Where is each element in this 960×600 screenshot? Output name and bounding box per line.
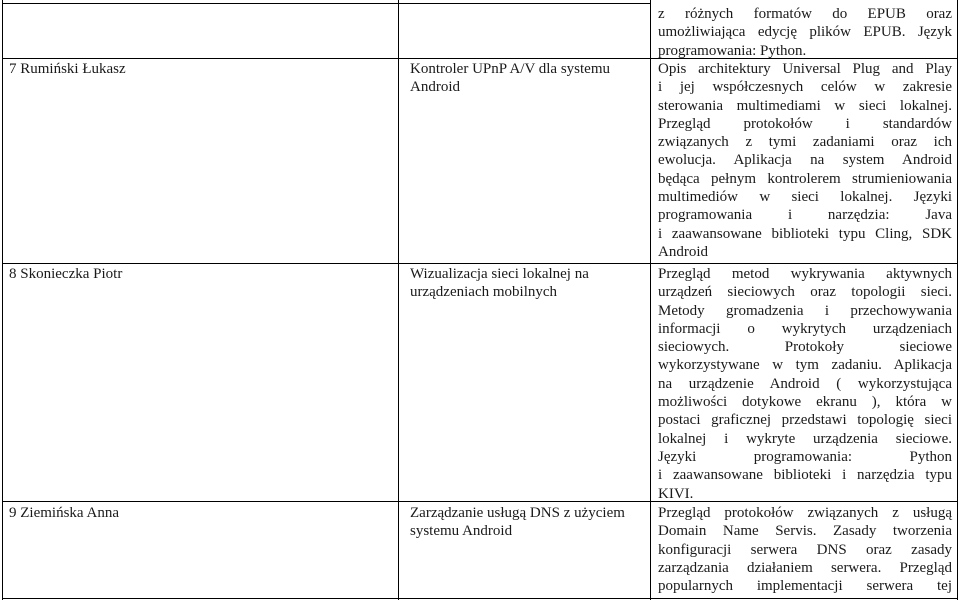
table-border-col2-end [650, 0, 651, 600]
row-8-student: 8 Skonieczka Piotr [9, 266, 123, 282]
row-prev-description: z różnych formatów do EPUB oraz umożliwiająca edycję plików EPUB. Język programowania: Python. [658, 6, 952, 59]
row-divider-4 [2, 598, 957, 599]
row-9-description: Przegląd protokołów związanych z usługą Domain Name Servis. Zasady tworzenia konfiguracji serwera DNS oraz zasady zarządzania działaniem serwera. Przegląd popularnych implementacji serwera tej [658, 505, 952, 595]
table-border-left [2, 0, 3, 600]
table-border-top-left [2, 3, 650, 4]
row-divider-2 [2, 263, 957, 264]
row-7-description: Opis architektury Universal Plug and Play i jej współczesnych celów w zakresie sterowania multimediami w sieci lokalnej. Przegląd protokołów i standardów związanych z tymi zadaniami oraz ich ewolucja. Aplikacja na system Android będąca pełnym kontrolerem strumieniowania multimediów w sieci lokalnej. Języki programowania i narzędzia: Java i zaawansowane biblioteki typu Cling, SDK Android [658, 61, 952, 260]
row-8-topic: Wizualizacja sieci lokalnej na urządzeniach mobilnych [410, 266, 589, 301]
row-7-student: 7 Rumiński Łukasz [9, 61, 126, 77]
row-7-topic: Kontroler UPnP A/V dla systemu Android [410, 61, 611, 96]
table-border-right [957, 0, 958, 600]
row-9-student: 9 Ziemińska Anna [9, 505, 119, 521]
row-8-description: Przegląd metod wykrywania aktywnych urządzeń sieciowych oraz topologii sieci. Metody gromadzenia i przechowywania informacji o wykrytych urządzeniach sieciowych. Protokoły sieciowe wykorzystywane w tym zadaniu. Aplikacja na urządzenie Android ( wykorzystująca możliwości dotykowe ekranu ), która w postaci graficznej przedstawi topologię sieci lokalnej i wykryte urządzenia sieciowe. Języki programowania: Python i zaawansowane biblioteki i narzędzia typu KIVI. [658, 266, 952, 502]
table-border-col1-end [398, 0, 399, 600]
row-9-topic: Zarządzanie usługą DNS z użyciem systemu Android [410, 505, 625, 540]
